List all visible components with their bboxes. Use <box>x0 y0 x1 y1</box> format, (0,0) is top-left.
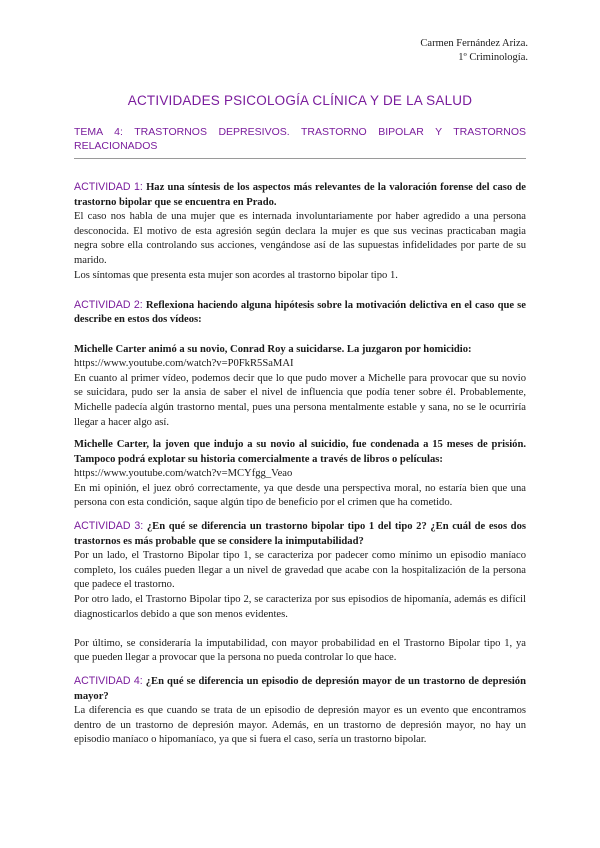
activity-3-answer-p2: Por otro lado, el Trastorno Bipolar tipo 2, se caracteriza por sus episodios de hipomanía, además es difícil diagnosticarlos debido a que son menos evidentes. <box>74 594 526 620</box>
video-2-link[interactable]: https://www.youtube.com/watch?v=MCYfgg_Veao <box>74 468 293 480</box>
video-1-link[interactable]: https://www.youtube.com/watch?v=P0FkR5SaMAI <box>74 358 294 370</box>
activity-3-question: ¿En qué se diferencia un trastorno bipolar tipo 1 del tipo 2? ¿En cuál de esos dos trastornos es más probable que se considere la inimputabilidad? <box>74 521 526 547</box>
activity-1-label: ACTIVIDAD 1: <box>74 181 143 193</box>
activity-3-heading <box>74 519 526 549</box>
activity-1-answer-p1: El caso nos habla de una mujer que es internada involuntariamente por haber agredido a una persona desconocida. El motivo de esta agresión según declara la mujer es que sus vecinas practicaban magia negra sobre ella controlando sus acciones, vengándose así de las supuestas infidelidades por parte de su marido. <box>74 211 526 266</box>
activity-4-label: ACTIVIDAD 4: <box>74 675 143 687</box>
spacer <box>74 622 526 637</box>
activity-4-question: ¿En qué se diferencia un episodio de depresión mayor de un trastorno de depresión mayor? <box>74 676 526 702</box>
activity-3-label: ACTIVIDAD 3: <box>74 520 144 533</box>
header-divider <box>74 158 526 159</box>
activity-3-answer-p1: Por un lado, el Trastorno Bipolar tipo 1, se caracteriza por padecer como mínimo un episodio maníaco completo, los cuáles pueden llegar a un nivel de gravedad que acabe con la hospitalización de la persona que padece el trastorno. <box>74 550 526 591</box>
activity-4-heading <box>74 674 526 704</box>
spacer <box>74 283 526 298</box>
activity-1-question: Haz una síntesis de los aspectos más relevantes de la valoración forense del caso de trastorno bipolar que se encuentra en Prado. <box>74 182 526 208</box>
spacer <box>74 328 526 343</box>
activity-2-question: Reflexiona haciendo alguna hipótesis sobre la motivación delictiva en el caso que se describe en estos dos vídeos: <box>74 299 526 326</box>
activity-1-heading <box>74 180 526 210</box>
spacer <box>74 666 526 674</box>
video-2-title: Michelle Carter, la joven que indujo a su novio al suicidio, fue condenada a 15 meses de prisión. Tampoco podrá explotar su historia comercialmente a través de libros o películas: <box>74 439 526 465</box>
document-title: ACTIVIDADES PSICOLOGÍA CLÍNICA Y DE LA SALUD <box>127 93 473 108</box>
activity-1-answer-p2: Los síntomas que presenta esta mujer son acordes al trastorno bipolar tipo 1. <box>74 269 398 281</box>
topic-heading: TEMA 4: TRASTORNOS DEPRESIVOS. TRASTORNO BIPOLAR Y TRASTORNOS RELACIONADOS <box>74 126 526 152</box>
document-body <box>74 180 526 748</box>
video-2-comment: En mi opinión, el juez obró correctamente, ya que desde una perspectiva moral, no estaría bien que una persona con esta condición, saque algún tipo de beneficio por el crimen que ha cometido. <box>74 482 526 509</box>
video-1-title: Michelle Carter animó a su novio, Conrad Roy a suicidarse. La juzgaron por homicidio: <box>74 343 472 355</box>
activity-4-answer-p1: La diferencia es que cuando se trata de un episodio de depresión mayor es un evento que encontramos dentro de un trastorno de depresión mayor. Además, en un trastorno de depresión mayor, no hay un episodio maníaco o hipomaníaco, ya que si fuera el caso, sería un trastorno bipolar. <box>74 705 526 746</box>
activity-2-label: ACTIVIDAD 2: <box>74 298 143 311</box>
spacer <box>74 511 526 519</box>
video-1-comment: En cuanto al primer vídeo, podemos decir que lo que pudo mover a Michelle para provocar que su novio se suicidara, pudo ser la ansia de saber el nivel de influencia que podía tener sobre él. Probablemente, Michelle padecía algún trastorno mental, pues una persona mentalmente estable y sana, no se le ocurriría llegar a hacer algo así. <box>74 372 526 428</box>
author-course: 1º Criminología. <box>458 52 528 63</box>
author-name: Carmen Fernández Ariza. <box>420 38 528 49</box>
activity-3-answer-p3: Por último, se consideraría la imputabilidad, con mayor probabilidad en el Trastorno Bipolar tipo 1, ya que pueden llegar a provocar que la persona no pueda controlar lo que hace. <box>74 637 526 664</box>
spacer <box>74 430 526 438</box>
activity-2-heading <box>74 298 526 328</box>
author-block <box>420 37 528 65</box>
